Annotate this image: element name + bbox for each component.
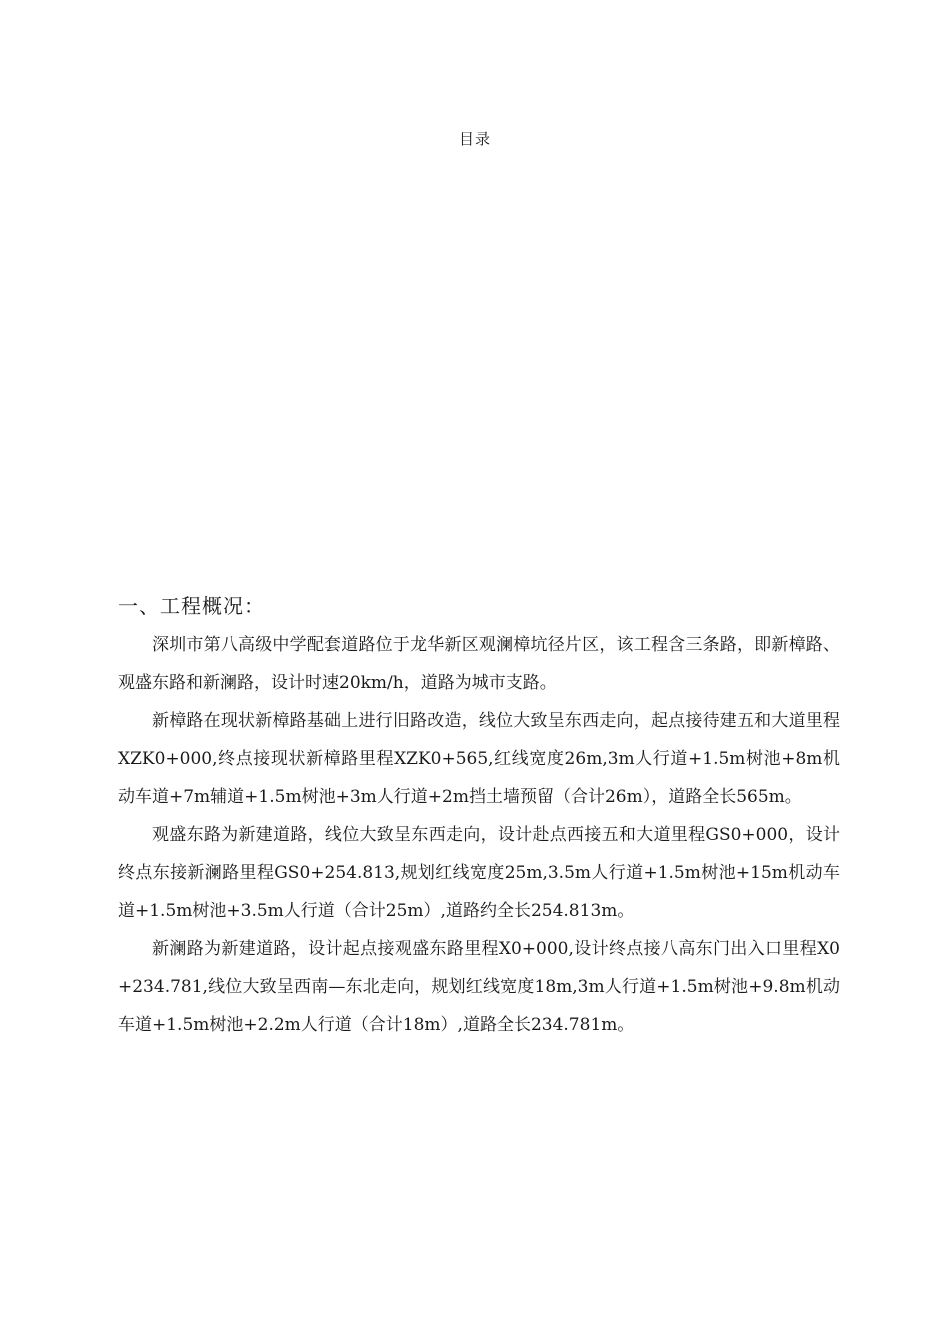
paragraph-xinzhang-road: 新樟路在现状新樟路基础上进行旧路改造，线位大致呈东西走向，起点接待建五和大道里程XZK0+000,终点接现状新樟路里程XZK0+565,红线宽度26m,3m人行道+1.5m树池+8m机动车道+7m辅道+1.5m树池+3m人行道+2m挡土墙预留（合计26m），道路全长565m。 bbox=[118, 711, 840, 807]
section-overview bbox=[118, 590, 840, 1044]
paragraph-guansheng-east-road: 观盛东路为新建道路，线位大致呈东西走向，设计赴点西接五和大道里程GS0+000，设计终点东接新澜路里程GS0+254.813,规划红线宽度25m,3.5m人行道+1.5m树池+15m机动车道+1.5m树池+3.5m人行道（合计25m）,道路约全长254.813m。 bbox=[118, 825, 840, 921]
section-heading: 一、工程概况： bbox=[118, 594, 265, 618]
paragraph-intro: 深圳市第八高级中学配套道路位于龙华新区观澜樟坑径片区，该工程含三条路，即新樟路、观盛东路和新澜路，设计时速20km/h，道路为城市支路。 bbox=[118, 635, 840, 693]
toc-title: 目录 bbox=[458, 130, 491, 148]
paragraph-xinlan-road: 新澜路为新建道路，设计起点接观盛东路里程X0+000,设计终点接八高东门出入口里程X0+234.781,线位大致呈西南—东北走向，规划红线宽度18m,3m人行道+1.5m树池+9.8m机动车道+1.5m树池+2.2m人行道（合计18m）,道路全长234.781m。 bbox=[118, 939, 840, 1035]
